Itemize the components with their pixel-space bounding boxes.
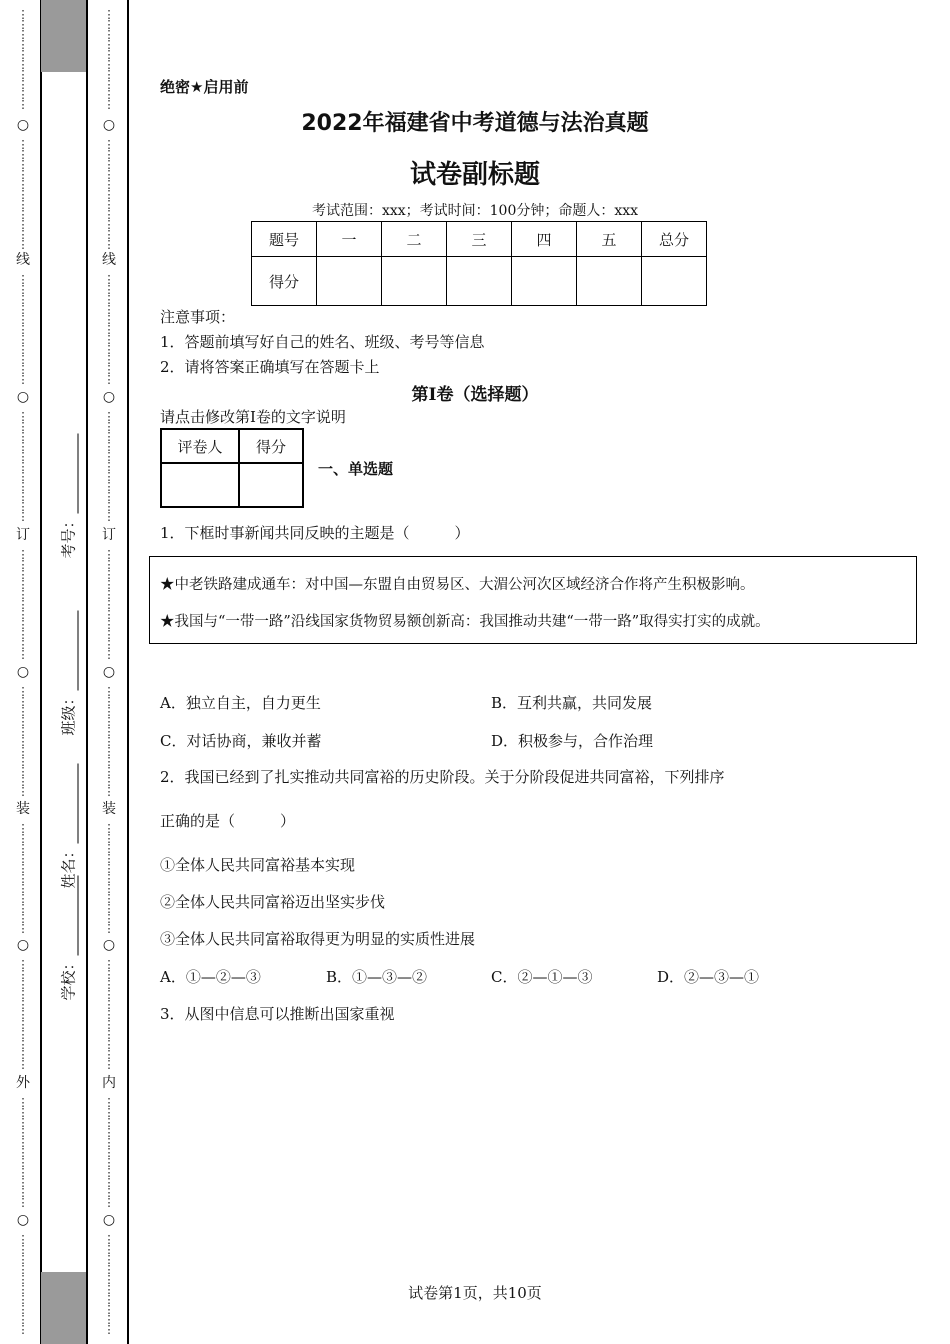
q2-item: ③全体人民共同富裕取得更为明显的实质性进展 (160, 930, 476, 948)
q2-option-c[interactable]: C．②—①—③ (491, 968, 593, 986)
outer-mark-ding: 订 (16, 527, 30, 543)
confidential-label: 绝密★启用前 (160, 78, 249, 96)
gray-bar-top (41, 0, 86, 72)
inner-mark-ding: 订 (102, 527, 116, 543)
field-school[interactable]: 学校： (58, 861, 79, 1001)
score-cell[interactable] (642, 257, 707, 306)
outer-seal-column: ⋮ ⋮ ⋮ ⋮ ⋮ ⋮ ⋮ ⋮ ⋮ ⋮ ○ ⋮ ⋮ ⋮ ⋮ ⋮ ⋮ ⋮ ⋮ ⋮ ⋮ ⋮ 线 ⋮ ⋮ ⋮ ⋮ ⋮ ⋮ ⋮ ⋮ ⋮ ⋮ ⋮ ○ ⋮ ⋮ ⋮ ⋮ ⋮ ⋮ ⋮ ⋮ ⋮ ⋮ ⋮ 订 ⋮ ⋮ ⋮ ⋮ ⋮ ⋮ ⋮ ⋮ ⋮ ⋮ ⋮ ○ ⋮ ⋮ ⋮ ⋮ ⋮ ⋮ ⋮ ⋮ ⋮ ⋮ ⋮ 装 ⋮ ⋮ ⋮ ⋮ ⋮ ⋮ ⋮ ⋮ ⋮ ⋮ ⋮ ○ ⋮ ⋮ ⋮ ⋮ ⋮ ⋮ ⋮ ⋮ ⋮ ⋮ ⋮ 外 ⋮ ⋮ ⋮ ⋮ ⋮ ⋮ ⋮ ⋮ ⋮ ⋮ ⋮ ○ ⋮ ⋮ ⋮ ⋮ ⋮ ⋮ ⋮ ⋮ ⋮ ⋮ (8, 0, 38, 1344)
q2-option-d[interactable]: D．②—③—① (657, 968, 760, 986)
grader-header: 评卷人 (161, 429, 239, 463)
grader-header: 得分 (239, 429, 303, 463)
score-cell[interactable] (512, 257, 577, 306)
inner-circle-2: ○ (102, 389, 116, 405)
exam-subtitle: 试卷副标题 (409, 160, 540, 190)
field-name[interactable]: 姓名： (58, 749, 79, 889)
exam-title: 2022年福建省中考道德与法治真题 (301, 111, 649, 136)
score-cell[interactable] (447, 257, 512, 306)
score-table (251, 221, 707, 306)
score-header-cell: 二 (382, 222, 447, 257)
question-3-stem: 3．从图中信息可以推断出国家重视 (160, 1005, 395, 1023)
score-header-cell: 一 (317, 222, 382, 257)
news-item: ★中老铁路建成通车：对中国—东盟自由贸易区、大湄公河次区域经济合作将产生积极影响。 (160, 577, 755, 593)
grader-cell[interactable] (161, 463, 239, 507)
section-heading-single-choice: 一、单选题 (318, 460, 394, 478)
score-cell[interactable] (317, 257, 382, 306)
q2-item: ①全体人民共同富裕基本实现 (160, 856, 356, 874)
q2-option-a[interactable]: A．①—②—③ (160, 968, 261, 986)
inner-circle-3: ○ (102, 664, 116, 680)
outer-circle-1: ○ (16, 117, 30, 133)
inner-mark-nei: 内 (102, 1075, 116, 1091)
q2-item: ②全体人民共同富裕迈出坚实步伐 (160, 893, 386, 911)
question-2-stem: 2．我国已经到了扎实推动共同富裕的历史阶段。关于分阶段促进共同富裕，下列排序 (160, 768, 725, 786)
inner-mark-xian: 线 (102, 252, 116, 268)
grader-cell[interactable] (239, 463, 303, 507)
outer-circle-5: ○ (16, 1212, 30, 1228)
outer-circle-4: ○ (16, 937, 30, 953)
outer-mark-zhuang: 装 (16, 801, 30, 817)
section-description[interactable]: 请点击修改第I卷的文字说明 (160, 408, 346, 426)
outer-circle-3: ○ (16, 664, 30, 680)
score-row-label: 得分 (252, 257, 317, 306)
score-header-cell: 四 (512, 222, 577, 257)
outer-mark-wai: 外 (16, 1075, 30, 1091)
score-cell[interactable] (577, 257, 642, 306)
inner-mark-zhuang: 装 (102, 801, 116, 817)
page-footer: 试卷第1页，共10页 (408, 1284, 542, 1302)
q1-option-b[interactable]: B．互利共赢，共同发展 (491, 694, 653, 712)
news-item: ★我国与“一带一路”沿线国家货物贸易额创新高：我国推动共建“一带一路”取得实打实的成就。 (160, 614, 770, 630)
note-item: 2．请将答案正确填写在答题卡上 (160, 358, 380, 376)
note-item: 1．答题前填写好自己的姓名、班级、考号等信息 (160, 333, 485, 351)
score-header-cell: 总分 (642, 222, 707, 257)
notes-title: 注意事项： (160, 308, 236, 326)
field-class[interactable]: 班级： (58, 596, 79, 736)
q2-option-b[interactable]: B．①—③—② (326, 968, 428, 986)
inner-circle-4: ○ (102, 937, 116, 953)
score-header-cell: 题号 (252, 222, 317, 257)
section-title: 第I卷（选择题） (411, 385, 539, 405)
grader-table (160, 428, 304, 508)
question-1-stem: 1．下框时事新闻共同反映的主题是（ ） (160, 524, 470, 542)
exam-info: 考试范围：xxx；考试时间：100分钟；命题人：xxx (311, 203, 639, 219)
outer-mark-xian: 线 (16, 252, 30, 268)
field-exam-number[interactable]: 考号： (58, 419, 79, 559)
inner-circle-5: ○ (102, 1212, 116, 1228)
outer-circle-2: ○ (16, 389, 30, 405)
question-2-stem-cont: 正确的是（ ） (160, 812, 296, 830)
score-header-cell: 五 (577, 222, 642, 257)
inner-seal-column: ⋮ ⋮ ⋮ ⋮ ⋮ ⋮ ⋮ ⋮ ⋮ ⋮ ○ ⋮ ⋮ ⋮ ⋮ ⋮ ⋮ ⋮ ⋮ ⋮ ⋮ ⋮ 线 ⋮ ⋮ ⋮ ⋮ ⋮ ⋮ ⋮ ⋮ ⋮ ⋮ ⋮ ○ ⋮ ⋮ ⋮ ⋮ ⋮ ⋮ ⋮ ⋮ ⋮ ⋮ ⋮ 订 ⋮ ⋮ ⋮ ⋮ ⋮ ⋮ ⋮ ⋮ ⋮ ⋮ ⋮ ○ ⋮ ⋮ ⋮ ⋮ ⋮ ⋮ ⋮ ⋮ ⋮ ⋮ ⋮ 装 ⋮ ⋮ ⋮ ⋮ ⋮ ⋮ ⋮ ⋮ ⋮ ⋮ ⋮ ○ ⋮ ⋮ ⋮ ⋮ ⋮ ⋮ ⋮ ⋮ ⋮ ⋮ ⋮ 内 ⋮ ⋮ ⋮ ⋮ ⋮ ⋮ ⋮ ⋮ ⋮ ⋮ ⋮ ○ ⋮ ⋮ ⋮ ⋮ ⋮ ⋮ ⋮ ⋮ ⋮ ⋮ (94, 0, 124, 1344)
news-box (149, 556, 917, 644)
q1-option-d[interactable]: D．积极参与，合作治理 (491, 732, 654, 750)
q1-option-c[interactable]: C．对话协商，兼收并蓄 (160, 732, 322, 750)
inner-circle-1: ○ (102, 117, 116, 133)
score-cell[interactable] (382, 257, 447, 306)
score-header-cell: 三 (447, 222, 512, 257)
q1-option-a[interactable]: A．独立自主，自力更生 (160, 694, 321, 712)
